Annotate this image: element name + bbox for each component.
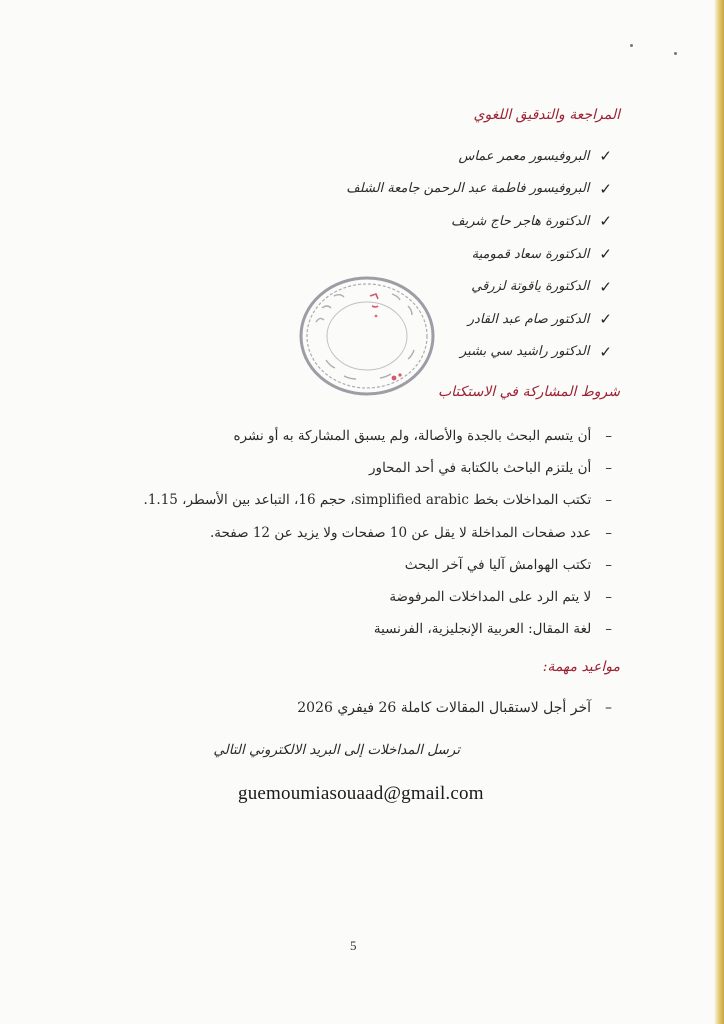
list-item xyxy=(144,452,612,484)
dash-bullet-icon: – xyxy=(605,589,612,606)
reviewer-name: الدكتورة ياقوتة لزرقي xyxy=(471,279,590,295)
checkmark-icon: ✓ xyxy=(599,245,612,264)
dash-bullet-icon: – xyxy=(605,428,612,445)
dates-list xyxy=(297,692,612,724)
reviewer-name: البروفيسور فاطمة عبد الرحمن جامعة الشلف xyxy=(346,181,590,197)
dates-heading: مواعيد مهمة: xyxy=(542,659,620,675)
condition-text: لا يتم الرد على المداخلات المرفوضة xyxy=(389,589,592,606)
condition-text: لغة المقال: العربية الإنجليزية، الفرنسية xyxy=(373,621,592,638)
dash-bullet-icon: – xyxy=(605,460,612,477)
page-edge-stain xyxy=(714,0,724,1024)
list-item xyxy=(144,549,612,581)
list-item xyxy=(144,484,612,516)
deadline-text: آخر أجل لاستقبال المقالات كاملة 26 فيفري 2026 xyxy=(297,700,591,716)
condition-text: تكتب الهوامش آليا في آخر البحث xyxy=(404,556,592,573)
list-item xyxy=(346,238,612,271)
dash-bullet-icon: – xyxy=(605,700,612,716)
list-item xyxy=(144,420,612,452)
checkmark-icon: ✓ xyxy=(599,147,612,166)
scan-speck xyxy=(630,44,633,47)
checkmark-icon: ✓ xyxy=(599,277,612,296)
list-item xyxy=(144,613,612,645)
condition-text: أن يتسم البحث بالجدة والأصالة، ولم يسبق المشاركة به أو نشره xyxy=(233,428,592,445)
dash-bullet-icon: – xyxy=(605,556,612,573)
page-number: 5 xyxy=(350,938,357,953)
conditions-list xyxy=(144,420,612,645)
dash-bullet-icon: – xyxy=(605,621,612,638)
list-item xyxy=(346,173,612,206)
list-item xyxy=(144,581,612,613)
list-item xyxy=(346,140,612,173)
checkmark-icon: ✓ xyxy=(599,212,612,231)
scan-speck xyxy=(674,52,677,55)
checkmark-icon: ✓ xyxy=(599,310,612,329)
review-heading: المراجعة والتدقيق اللغوي xyxy=(473,107,620,123)
checkmark-icon: ✓ xyxy=(599,342,612,361)
condition-text: أن يلتزم الباحث بالكتابة في أحد المحاور xyxy=(369,460,592,477)
conditions-heading: شروط المشاركة في الاستكتاب xyxy=(437,384,620,400)
list-item xyxy=(144,517,612,549)
reviewer-name: الدكتورة هاجر حاج شريف xyxy=(451,213,590,229)
condition-text: عدد صفحات المداخلة لا يقل عن 10 صفحات ولا يزيد عن 12 صفحة. xyxy=(210,524,592,541)
reviewer-name: البروفيسور معمر عماس xyxy=(458,148,590,164)
reviewer-name: الدكتور راشيد سي بشير xyxy=(459,344,590,360)
list-item xyxy=(297,692,612,724)
send-instructions: ترسل المداخلات إلى البريد الالكتروني التالي xyxy=(213,742,460,758)
reviewer-name: الدكتورة سعاد قمومية xyxy=(471,246,590,262)
dash-bullet-icon: – xyxy=(605,492,612,509)
official-seal-icon xyxy=(296,272,438,400)
list-item xyxy=(346,205,612,238)
reviewer-name: الدكتور صام عبد القادر xyxy=(467,311,590,327)
checkmark-icon: ✓ xyxy=(599,179,612,198)
condition-text: تكتب المداخلات بخط simplified arabic، حجم 16، التباعد بين الأسطر، 1.15. xyxy=(143,492,592,509)
dash-bullet-icon: – xyxy=(605,524,612,541)
contact-email: guemoumiasouaad@gmail.com xyxy=(238,783,484,804)
